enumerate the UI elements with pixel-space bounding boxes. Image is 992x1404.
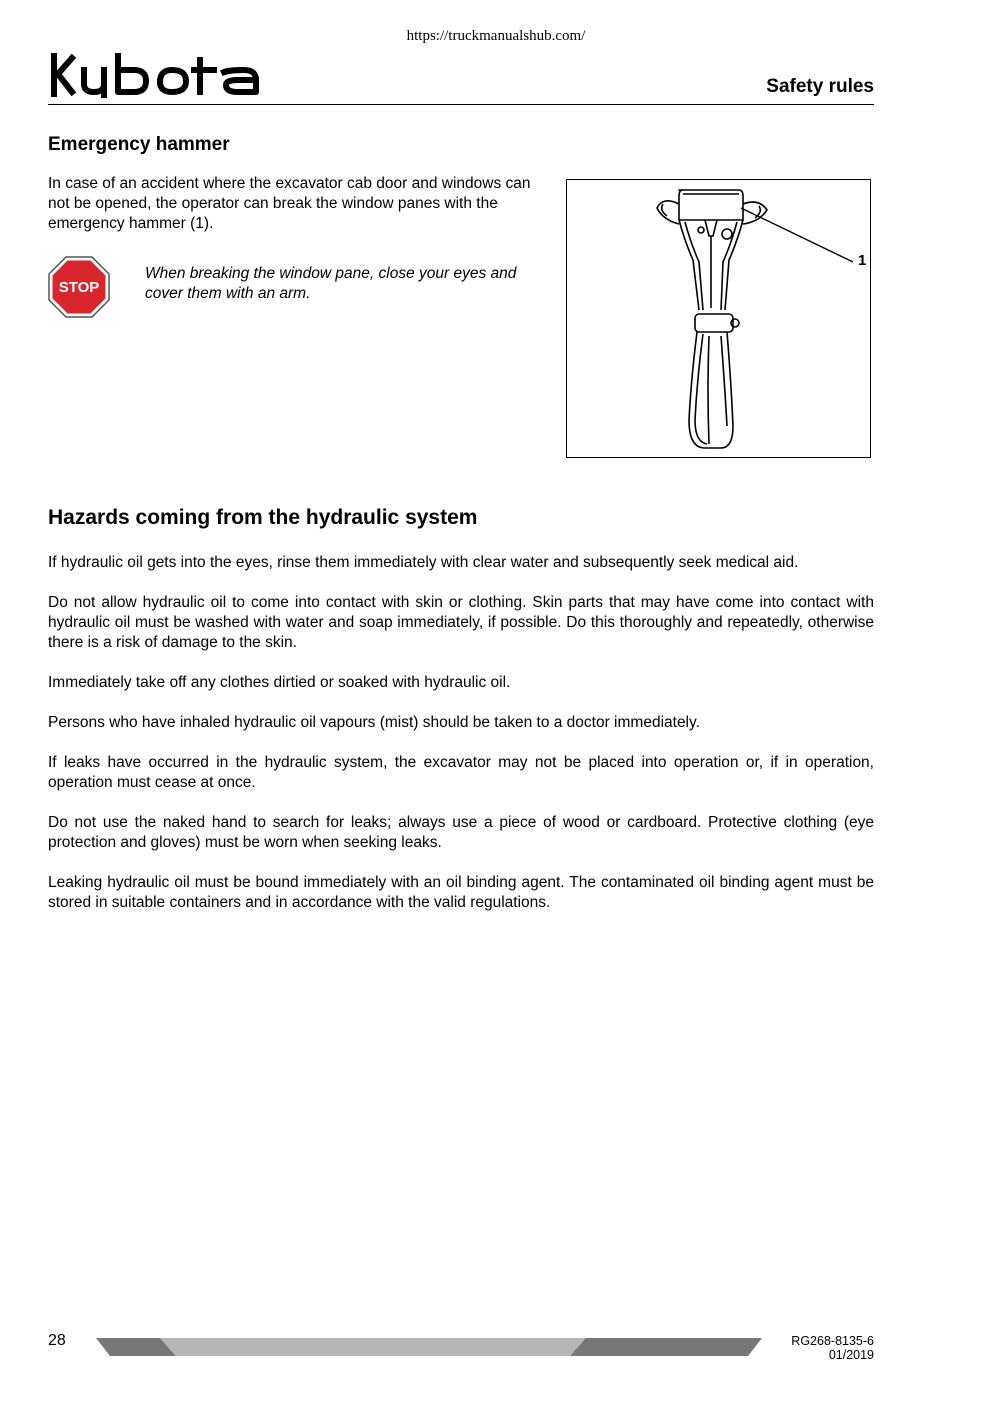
page-number: 28: [48, 1332, 66, 1349]
svg-text:STOP: STOP: [58, 279, 100, 296]
doc-date: 01/2019: [828, 1348, 874, 1362]
paragraph: Do not use the naked hand to search for leaks; always use a piece of wood or cardboard. Protective clothing (eye protection and gloves) must be worn when seeking leaks.: [48, 814, 874, 851]
header-divider: [48, 104, 874, 105]
doc-number: RG268-8135-6: [791, 1334, 874, 1348]
kubota-logo: [48, 52, 268, 98]
emergency-hammer-figure: [566, 179, 871, 458]
footer-bar: [96, 1336, 762, 1358]
warning-text: When breaking the window pane, close your eyes and cover them with an arm.: [145, 265, 517, 302]
paragraph: If hydraulic oil gets into the eyes, rinse them immediately with clear water and subsequently seek medical aid.: [48, 554, 799, 571]
emergency-hammer-illustration: [567, 180, 869, 456]
paragraph: If leaks have occurred in the hydraulic system, the excavator may not be placed into operation or, if in operation, operation must cease at once.: [48, 754, 874, 791]
paragraph: Persons who have inhaled hydraulic oil vapours (mist) should be taken to a doctor immediately.: [48, 714, 700, 731]
emergency-hammer-intro: In case of an accident where the excavator cab door and windows can not be opened, the operator can break the window panes with the emergency hammer (1).: [48, 175, 531, 232]
stop-sign-icon: [48, 256, 110, 318]
hydraulic-paragraphs: [48, 553, 874, 933]
hydraulic-heading: Hazards coming from the hydraulic system: [48, 506, 478, 529]
source-url[interactable]: https://truckmanualshub.com/: [406, 28, 586, 44]
section-title: Safety rules: [766, 76, 874, 97]
callout-number: 1: [858, 252, 867, 269]
paragraph: Immediately take off any clothes dirtied or soaked with hydraulic oil.: [48, 674, 511, 691]
paragraph: Leaking hydraulic oil must be bound immediately with an oil binding agent. The contaminated oil binding agent must be stored in suitable containers and in accordance with the valid regulations.: [48, 874, 874, 911]
paragraph: Do not allow hydraulic oil to come into contact with skin or clothing. Skin parts that may have come into contact with hydraulic oil must be washed with water and soap immediately, if possible. Do this thoroughly and repeatedly, otherwise there is a risk of damage to the skin.: [48, 594, 874, 651]
document-code: [791, 1334, 874, 1362]
emergency-hammer-heading: Emergency hammer: [48, 134, 230, 155]
